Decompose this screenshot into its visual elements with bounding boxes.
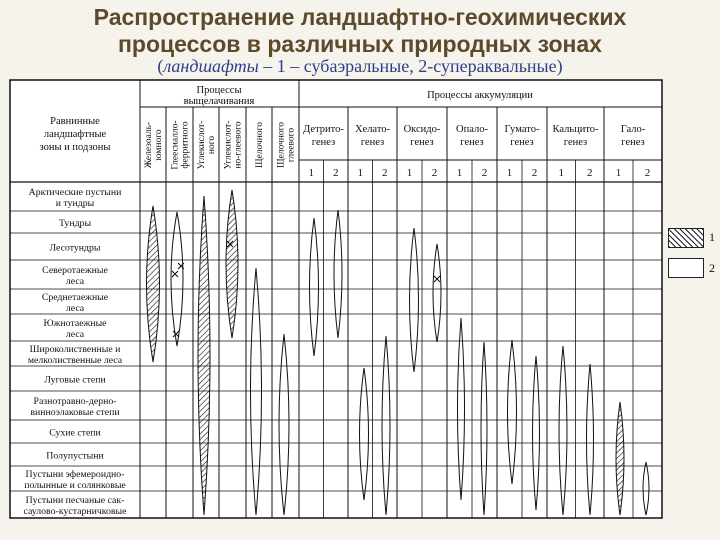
accum-group-label: Оксидо-	[403, 124, 441, 135]
accum-group-label: Гумато-	[504, 124, 540, 135]
zones-header-text: ландшафтные	[43, 129, 107, 140]
leaching-header-text: Процессы	[196, 85, 242, 96]
accum-sub-label: 2	[587, 167, 593, 179]
zones-header-text: Равнинные	[50, 116, 100, 127]
zone-label: Сухие степи	[49, 427, 101, 439]
leaching-column-label: но-глеевого	[233, 121, 244, 169]
leaching-column-label: Железоаль-	[144, 121, 154, 169]
leaching-column-label: ного	[207, 135, 217, 155]
zone-label: и тундры	[55, 198, 95, 209]
accum-sub-label: 1	[456, 167, 463, 179]
zone-label: Лесотундры	[49, 242, 101, 254]
zone-label: Разнотравно-дерно-	[33, 396, 117, 407]
zone-label: Широколиственные и	[29, 344, 121, 355]
zone-label: Тундры	[58, 218, 92, 229]
zone-label: леса	[65, 276, 85, 287]
zone-label: полынные и солянковые	[24, 480, 126, 491]
zone-label: Пустыни песчаные сак-	[25, 495, 125, 506]
accum-group-label: генез	[410, 137, 434, 148]
accumulation-header-text: Процессы аккумуляции	[427, 90, 533, 101]
accum-sub-label: 1	[558, 167, 564, 179]
subtitle-italic: ландшафты	[163, 56, 259, 76]
zone-label: Южнотаежные	[43, 318, 107, 329]
zone-label: Пустыни эфемероидно-	[25, 469, 125, 480]
accum-group-label: генез	[621, 137, 645, 148]
zone-label: винноэлаковые степи	[30, 407, 120, 418]
accum-group-label: Хелато-	[354, 124, 391, 135]
accum-sub-label: 2	[644, 167, 651, 179]
zone-label: мелколиственные леса	[27, 355, 123, 366]
accum-group-label: генез	[510, 137, 534, 148]
legend-swatch-hatched	[668, 228, 704, 248]
legend-label-2: 2	[709, 261, 715, 275]
leaching-header-text: выщелачивания	[183, 96, 255, 107]
title-line-2: процессов в различных природных зонах	[118, 31, 602, 57]
zone-label: леса	[65, 329, 85, 340]
accum-group-label: генез	[563, 137, 588, 148]
zone-label: Северотаежные	[42, 265, 108, 276]
zone-label: Арктические пустыни	[28, 187, 122, 198]
accum-sub-label: 2	[531, 167, 538, 179]
accum-group-label: генез	[460, 137, 484, 148]
title-line-1: Распространение ландшафтно-геохимических	[93, 4, 627, 30]
accum-sub-label: 1	[615, 167, 622, 179]
zone-label: леса	[65, 303, 85, 314]
accum-sub-label: 1	[406, 167, 413, 179]
legend-label-1: 1	[709, 230, 715, 244]
zone-label: сауловo-кустарничковые	[23, 506, 127, 517]
accum-group-label: генез	[311, 137, 336, 148]
accum-sub-label: 1	[357, 167, 363, 179]
accum-sub-label: 2	[333, 167, 339, 179]
leaching-column-label: ферритного	[180, 121, 191, 169]
accum-group-label: Кальцито-	[552, 124, 599, 135]
zones-header-text: зоны и подзоны	[39, 142, 111, 153]
accum-sub-label: 1	[506, 167, 513, 179]
leaching-column-label: Щелочного	[255, 121, 265, 169]
leaching-column-label: Глеесиалло-	[170, 120, 181, 170]
accum-sub-label: 2	[431, 167, 438, 179]
leaching-column-label: Углекислот-	[197, 120, 207, 170]
subtitle-open: (	[157, 56, 164, 76]
leaching-column-label: Углекислот-	[223, 120, 234, 170]
accum-group-label: Опало-	[456, 124, 488, 135]
accum-group-label: Детрито-	[303, 124, 344, 135]
subtitle-rest: – 1 – субаэральные, 2-супераквальные)	[258, 56, 563, 76]
accum-group-label: Гало-	[620, 124, 646, 135]
leaching-column-label: юмного	[154, 129, 164, 161]
accum-sub-label: 2	[382, 167, 388, 179]
zone-label: Полупустыни	[46, 450, 104, 462]
accum-sub-label: 1	[308, 167, 314, 179]
accum-sub-label: 2	[481, 167, 488, 179]
zone-label: Луговые степи	[44, 374, 106, 386]
accum-group-label: генез	[360, 137, 385, 148]
leaching-column-label: Щелочного	[276, 121, 287, 169]
legend-swatch-empty	[668, 258, 704, 278]
leaching-column-label: глеевого	[286, 127, 297, 163]
zone-label: Среднетаежные	[41, 292, 109, 303]
